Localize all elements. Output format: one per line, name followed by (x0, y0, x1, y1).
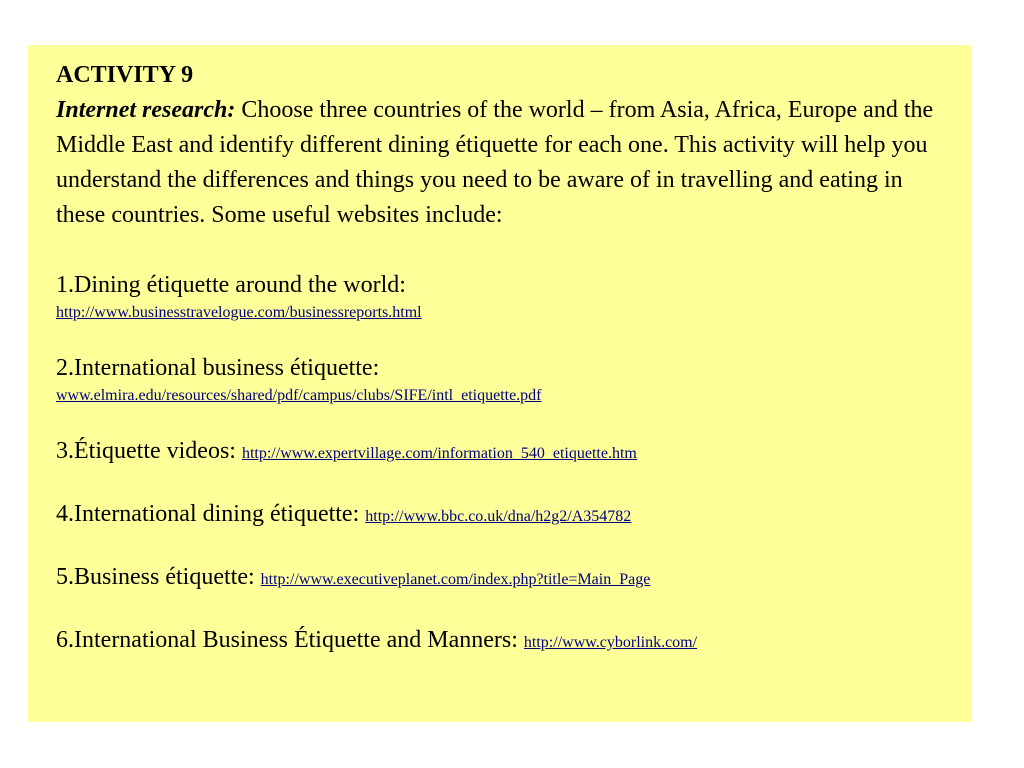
resource-label: 3.Étiquette videos: (56, 438, 242, 464)
resource-link[interactable]: http://www.businesstravelogue.com/businessreports.html (56, 304, 422, 321)
intro-lead: Internet research: (56, 97, 236, 123)
resource-item-6 (56, 623, 956, 658)
activity-content (56, 58, 956, 658)
activity-intro (56, 93, 956, 233)
resource-item-1 (56, 268, 956, 325)
resource-item-5 (56, 560, 956, 595)
activity-slide (28, 45, 972, 722)
resource-label: 2.International business étiquette: (56, 355, 380, 381)
resource-link[interactable]: http://www.bbc.co.uk/dna/h2g2/A354782 (365, 508, 632, 525)
resource-link[interactable]: http://www.executiveplanet.com/index.php?title=Main_Page (260, 571, 651, 588)
resource-link[interactable]: www.elmira.edu/resources/shared/pdf/campus/clubs/SIFE/intl_etiquette.pdf (56, 387, 542, 404)
resource-label: 5.Business étiquette: (56, 564, 261, 590)
resource-label: 4.International dining étiquette: (56, 501, 366, 527)
resource-link[interactable]: http://www.cyborlink.com/ (523, 634, 698, 651)
resource-item-2 (56, 351, 956, 408)
activity-title: ACTIVITY 9 (56, 62, 194, 88)
resource-item-4 (56, 497, 956, 532)
resource-label: 1.Dining étiquette around the world: (56, 272, 406, 298)
resource-link[interactable]: http://www.expertvillage.com/information_540_etiquette.htm (241, 445, 637, 462)
resource-item-3 (56, 434, 956, 469)
resource-label: 6.International Business Étiquette and Manners: (56, 627, 524, 653)
intro-text: Choose three countries of the world – from Asia, Africa, Europe and the Middle East and identify different dining étiquette for each one. This activity will help you understand the differences and things you need to be aware of in travelling and eating in these countries. Some useful websites include: (56, 97, 934, 228)
